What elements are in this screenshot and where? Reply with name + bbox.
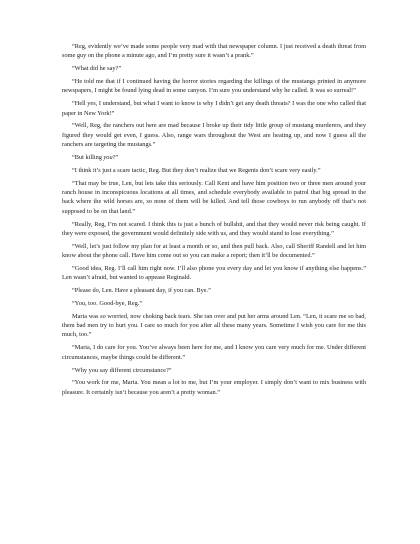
paragraph: “Why you say different circumstance?” [72, 366, 172, 374]
paragraph: “I think it’s just a scare tactic, Reg. But they don’t realize that we Regents don’t scare very easily.” [72, 166, 321, 174]
paragraph: “Good idea, Reg. I’ll call him right now. I’ll also phone you every day and let you know if anything else happens.” Len wasn’t afraid, but wanted to appease Reginald. [62, 264, 366, 282]
paragraph: “Well, let’s just follow my plan for at least a month or so, and then pull back. Also, call Sheriff Randell and let him know about the phone call. Have him come out so you can make a report; then it’ll be documented.” [62, 242, 366, 259]
paragraph: “Maria, I do care for you. You’ve always been here for me, and I know you care very much for me. Under different circumstances, maybe things could be different.” [62, 344, 366, 361]
paragraph-but-killing-you [62, 153, 366, 162]
paragraph: “You, too. Good-bye, Reg.” [72, 299, 143, 307]
paragraph: “That may be true, Len, but lets take this seriously. Call Kent and have him position two or three men around your ranch house in inconspicuous locations at all times, and schedule everybody available to patrol that big spread in the back where the wild horses are, so none of them will be killed. And tell those cowboys to run anybody off that’s not supposed to be on that land.” [62, 179, 366, 215]
paragraph: “Well, Reg, the ranchers out here are mad because I broke up their tidy little group of mustang murderers, and they figured they would get even, I guess. Also, range wars throughout the West are heating up, and now I guess all the ranchers are targeting the mustangs.” [62, 122, 366, 149]
document-page [62, 42, 366, 401]
paragraph: “Please do, Len. Have a pleasant day, if you can. Bye.” [72, 287, 211, 295]
paragraph: “Hell yes, I understand, but what I want to know is why I didn’t get any death threats? I was the one who called that paper in New York!” [62, 100, 366, 117]
paragraph-text: “But killing [72, 153, 104, 161]
paragraph: “Really, Reg, I’m not scared. I think this is just a bunch of bullshit, and that they would never risk being caught. If they were exposed, the government would definitely side with us, and they would stand to lose everything.” [62, 220, 366, 237]
paragraph: “You work for me, Maria. You mean a lot to me, but I’m your employer. I simply don’t want to mix business with pleasure. It certainly isn’t because you aren’t a pretty woman.” [62, 379, 366, 396]
emphasized-word: you [103, 153, 113, 161]
paragraph: “What did he say?” [72, 65, 122, 73]
paragraph-text: ?” [112, 153, 119, 161]
paragraph: “Reg, evidently we’ve made some people very mad with that newspaper column. I just received a death threat from some guy on the phone a minute ago, and I’m pretty sure it wasn’t a prank.” [62, 43, 366, 60]
paragraph: “He told me that if I continued having the horror stories regarding the killings of the mustangs printed in anymore newspapers, I might be found lying dead in some canyon. I’m sure you understand why he called. It was so surreal!” [62, 78, 366, 95]
paragraph: Maria was so worried, now choking back tears. She ran over and put her arms around Len. “Len, it scare me so bad, them bad men try to hurt you. I care so much for you after all these many years. Sometime I wish you care for me this much, too.” [62, 312, 366, 339]
